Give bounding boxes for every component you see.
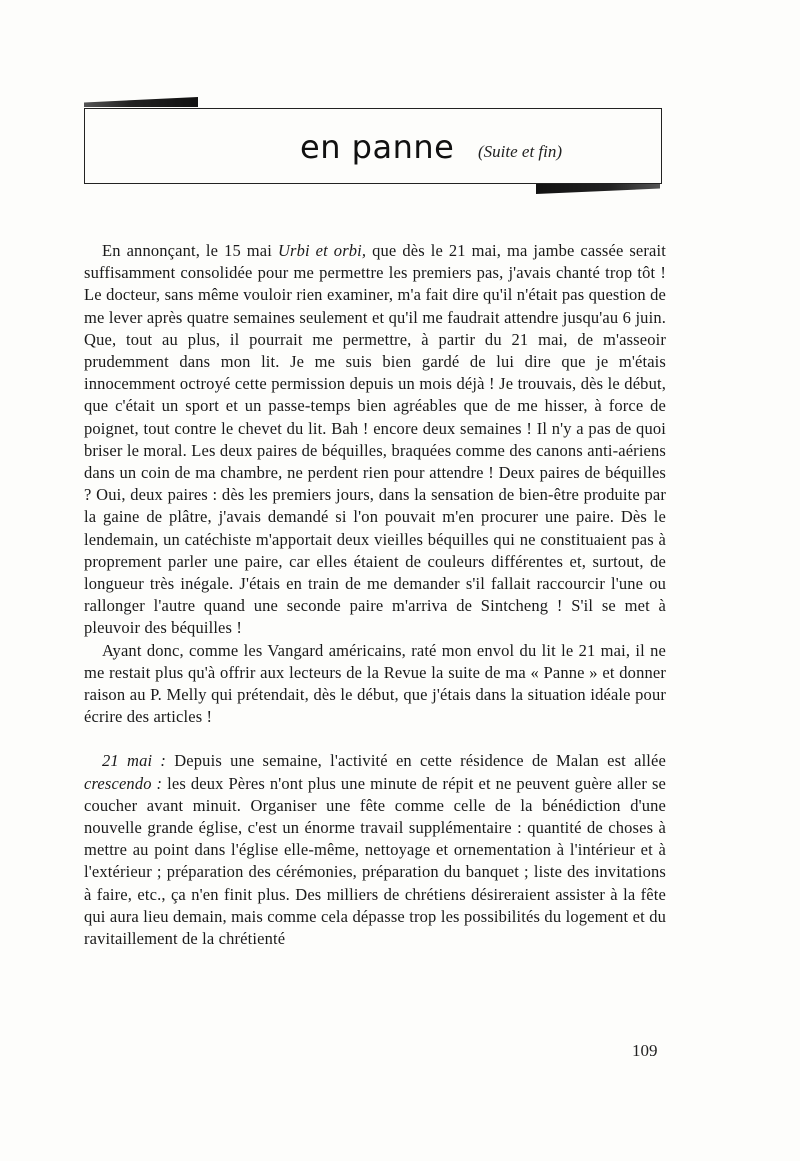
header-rule-bottom — [536, 184, 660, 194]
paragraph-3-emphasis: crescendo : — [84, 773, 163, 793]
paragraph-2: Ayant donc, comme les Vangard américains, raté mon envol du lit le 21 mai, il ne me restait plus qu'à offrir aux lecteurs de la Revue la suite de ma « Panne » et donner raison au P. Melly qui prétendait, dès le début, que j'étais dans la situation idéale pour écrire des articles ! — [84, 640, 666, 727]
paragraph-1-text-b: que dès le 21 mai, ma jambe cassée serait suffisamment consolidée pour me permettre les premiers pas, j'avais chanté trop tôt ! Le docteur, sans même vouloir rien examiner, m'a fait dire qu'il n'était pas question de me lever après quatre semaines seulement et qu'il me faudrait attendre jusqu'au 6 juin. Que, tout au plus, il pourrait me permettre, à partir du 21 mai, de m'asseoir prudemment dans mon lit. Je me suis bien gardé de lui dire que je m'étais innocemment octroyé cette permission depuis un mois déjà ! Je trouvais, dès le début, que c'était un sport et un passe-temps bien agréables que de me hisser, à force de poignet, tout contre le chevet du lit. Bah ! encore deux semaines ! Il n'y a pas de quoi briser le moral. Les deux paires de béquilles, braquées comme des canons anti-aériens dans un coin de ma chambre, ne perdent rien pour attendre ! Deux paires de béquilles ? Oui, deux paires : dès les premiers jours, dans la sensation de bien-être produite par la gaine de plâtre, j'avais demandé si l'on pouvait m'en procurer une paire. Dès le lendemain, un catéchiste m'apportait deux vieilles béquilles qui ne constituaient pas à proprement parler une paire, car elles étaient de couleurs différentes et, surtout, de longueur très inégale. J'étais en train de me demander s'il fallait raccourcir l'une ou rallonger l'autre quand une seconde paire m'arriva de Sintcheng ! S'il se met à pleuvoir des béquilles ! — [84, 241, 666, 638]
paragraph-1 — [84, 240, 666, 640]
chapter-title: en panne — [300, 128, 455, 166]
paragraph-3-text-a: Depuis une semaine, l'activité en cette résidence de Malan est allée — [166, 751, 666, 771]
header-rule-top — [84, 97, 198, 107]
paragraph-1-text-a: En annonçant, le 15 mai — [102, 241, 278, 260]
paragraph-3 — [84, 750, 666, 950]
paragraph-3-text-b: les deux Pères n'ont plus une minute de répit et ne peuvent guère aller se coucher avant minuit. Organiser une fête comme celle de la bénédiction d'une nouvelle grande église, c'est un énorme travail supplémentaire : quantité de choses à mettre au point dans l'église elle-même, nettoyage et ornementation à l'intérieur et à l'extérieur ; préparation des cérémonies, préparation du banquet ; liste des invitations à faire, etc., ça n'en finit plus. Des milliers de chrétiens désireraient assister à la fête qui aura lieu demain, mais comme cela dépasse trop les possibilités du logement et du ravitaillement de la chrétienté — [84, 773, 666, 949]
chapter-subtitle: (Suite et fin) — [478, 142, 563, 161]
article-body — [84, 240, 666, 950]
paragraph-1-emphasis: Urbi et orbi, — [277, 241, 367, 260]
page-number: 109 — [632, 1041, 658, 1060]
paragraph-3-date: 21 mai : — [102, 751, 167, 771]
